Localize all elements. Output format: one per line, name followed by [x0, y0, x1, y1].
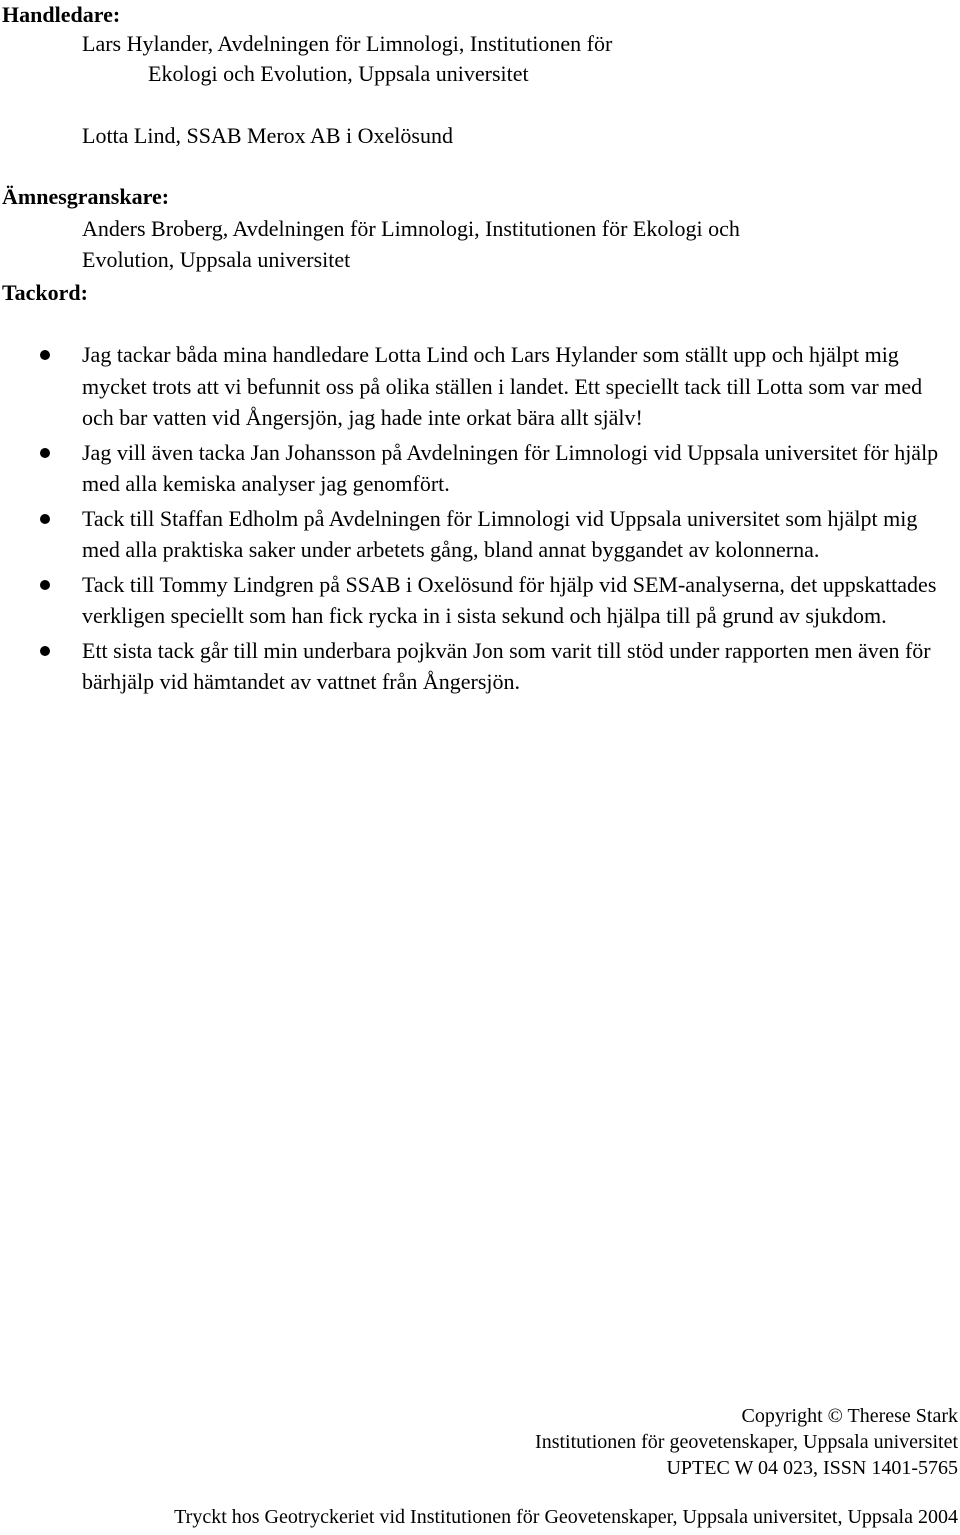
bullet-icon — [40, 580, 50, 590]
printed-line: Tryckt hos Geotryckeriet vid Institutionen för Geovetenskaper, Uppsala universitet, Uppsala 2004 — [174, 1506, 958, 1528]
list-item — [0, 339, 960, 434]
list-item — [0, 569, 960, 632]
list-item-text: Tack till Staffan Edholm på Avdelningen för Limnologi vid Uppsala universitet som hjälpt mig med alla praktiska saker under arbetets gång, bland annat byggandet av kolonnerna. — [82, 505, 918, 562]
acknowledgement-list — [0, 339, 960, 701]
reviewer-line-2: Evolution, Uppsala universitet — [82, 247, 351, 272]
reviewer-line-1: Anders Broberg, Avdelningen för Limnologi, Institutionen för Ekologi och — [82, 216, 740, 241]
list-item — [0, 503, 960, 566]
thanks-heading: Tackord: — [2, 280, 88, 305]
supervisor-line-1: Lars Hylander, Avdelningen för Limnologi, Institutionen för — [82, 31, 613, 56]
list-item-text: Jag tackar båda mina handledare Lotta Lind och Lars Hylander som ställt upp och hjälpt mig mycket trots att vi befunnit oss på olika ställen i landet. Ett speciellt tack till Lotta som var med och bar vatten vid Ångersjön, jag hade inte orkat bära allt själv! — [82, 342, 923, 430]
bullet-icon — [40, 646, 50, 656]
supervisor-line-3: Lotta Lind, SSAB Merox AB i Oxelösund — [82, 123, 453, 148]
bullet-icon — [40, 350, 50, 360]
series-line: UPTEC W 04 023, ISSN 1401-5765 — [666, 1457, 958, 1479]
list-item-text: Tack till Tommy Lindgren på SSAB i Oxelösund för hjälp vid SEM-analyserna, det uppskattades verkligen speciellt som han fick rycka in i sista sekund och hjälpa till på grund av sjukdom. — [82, 571, 937, 628]
list-item — [0, 437, 960, 500]
supervisor-line-2: Ekologi och Evolution, Uppsala universitet — [148, 61, 529, 86]
bullet-icon — [40, 514, 50, 524]
reviewer-heading: Ämnesgranskare: — [2, 184, 170, 209]
list-item-text: Ett sista tack går till min underbara pojkvän Jon som varit till stöd under rapporten men även för bärhjälp vid hämtandet av vattnet från Ångersjön. — [82, 637, 931, 694]
supervisors-heading: Handledare: — [2, 2, 121, 27]
copyright-line: Copyright © Therese Stark — [741, 1405, 958, 1427]
list-item-text: Jag vill även tacka Jan Johansson på Avdelningen för Limnologi vid Uppsala universitet för hjälp med alla kemiska analyser jag genomfört. — [82, 439, 939, 496]
bullet-icon — [40, 448, 50, 458]
list-item — [0, 635, 960, 698]
institution-line: Institutionen för geovetenskaper, Uppsala universitet — [535, 1431, 958, 1453]
